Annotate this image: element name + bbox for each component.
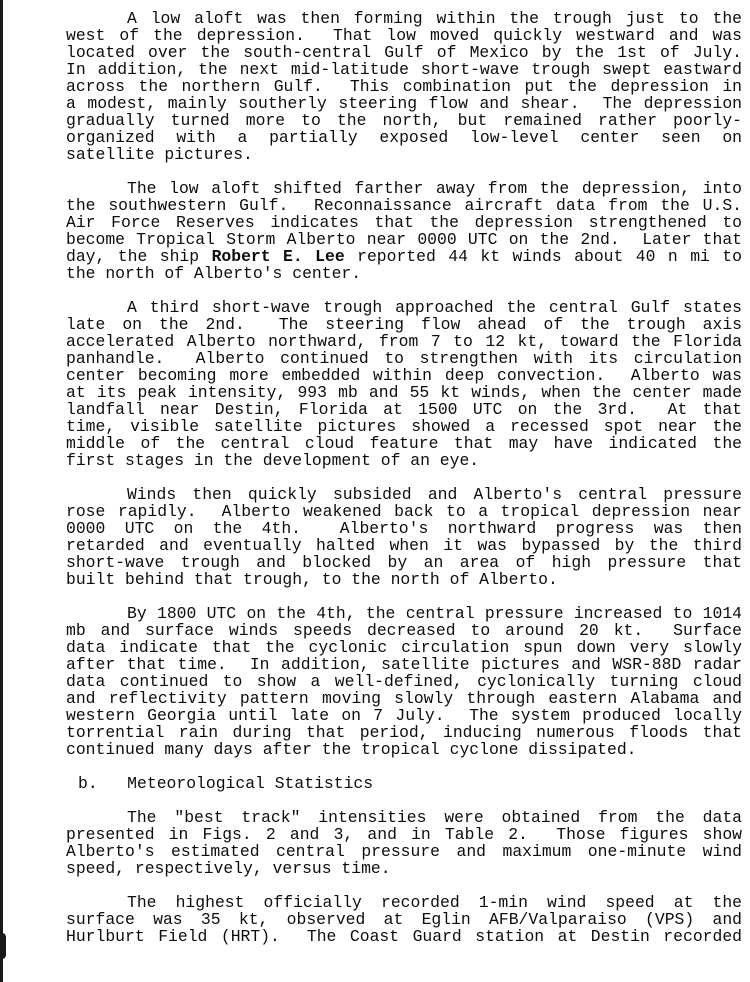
paragraph-dissipation <box>66 605 742 758</box>
text-line: a modest, mainly southerly steering flow and shear. The depression <box>66 94 742 113</box>
text-line: data indicate that the cyclonic circulation spun down very slowly <box>66 638 742 657</box>
text-line: Hurlburt Field (HRT). The Coast Guard station at Destin recorded <box>66 927 742 946</box>
text-line: speed, respectively, versus time. <box>66 859 391 878</box>
text-line: the southwestern Gulf. Reconnaissance aircraft data from the U.S. <box>66 196 742 215</box>
text-line: 0000 UTC on the 4th. Alberto's northward progress was then <box>66 519 742 538</box>
scan-edge-smudge <box>0 933 6 959</box>
text-line: Air Force Reserves indicates that the depression strengthened to <box>66 213 742 232</box>
text-line: the north of Alberto's center. <box>66 264 362 283</box>
text-line: By 1800 UTC on the 4th, the central pressure increased to 1014 <box>127 604 742 623</box>
text-line: located over the south-central Gulf of Mexico by the 1st of July. <box>66 43 742 62</box>
text-line: panhandle. Alberto continued to strengthen with its circulation <box>66 349 742 368</box>
text-line: and reflectivity pattern moving slowly through eastern Alabama and <box>66 689 742 708</box>
text-line: continued many days after the tropical cyclone dissipated. <box>66 740 637 759</box>
text-line: A third short-wave trough approached the central Gulf states <box>127 298 742 317</box>
paragraph-best-track <box>66 809 742 877</box>
text-line: day, the ship Robert E. Lee reported 44 kt winds about 40 n mi to <box>66 247 742 266</box>
text-line: The highest officially recorded 1-min wind speed at the <box>127 893 742 912</box>
text-line: become Tropical Storm Alberto near 0000 UTC on the 2nd. Later that <box>66 230 742 249</box>
paragraph-low-aloft <box>66 10 742 163</box>
text-line: data continued to show a well-defined, cyclonically turning cloud <box>66 672 742 691</box>
bold-ship-name: Robert E. Lee <box>211 247 345 266</box>
text-line: surface was 35 kt, observed at Eglin AFB/Valparaiso (VPS) and <box>66 910 742 929</box>
text-line: after that time. In addition, satellite pictures and WSR-88D radar <box>66 655 742 674</box>
text-line: time, visible satellite pictures showed a recessed spot near the <box>66 417 742 436</box>
text-line: retarded and eventually halted when it was bypassed by the third <box>66 536 742 555</box>
paragraph-tropical-storm <box>66 180 742 282</box>
paragraph-wind-records <box>66 894 742 945</box>
section-heading-meteorological-statistics <box>66 775 742 792</box>
text-line: built behind that trough, to the north of Alberto. <box>66 570 558 589</box>
text-line: Winds then quickly subsided and Alberto's central pressure <box>127 485 742 504</box>
text-line: rose rapidly. Alberto weakened back to a tropical depression near <box>66 502 742 521</box>
text-line: late on the 2nd. The steering flow ahead of the trough axis <box>66 315 742 334</box>
text-line: at its peak intensity, 993 mb and 55 kt winds, when the center made <box>66 383 742 402</box>
text-line: The low aloft shifted farther away from the depression, into <box>127 179 742 198</box>
text-line: satellite pictures. <box>66 145 253 164</box>
text-line: across the northern Gulf. This combination put the depression in <box>66 77 742 96</box>
document-body <box>66 10 742 962</box>
paragraph-peak-intensity <box>66 299 742 469</box>
scan-edge-line <box>0 0 3 982</box>
text-line: The "best track" intensities were obtained from the data <box>127 808 742 827</box>
text-line: western Georgia until late on 7 July. The system produced locally <box>66 706 742 725</box>
text-line: landfall near Destin, Florida at 1500 UTC on the 3rd. At that <box>66 400 742 419</box>
text-line: Alberto's estimated central pressure and maximum one-minute wind <box>66 842 742 861</box>
text-line: mb and surface winds speeds decreased to around 20 kt. Surface <box>66 621 742 640</box>
text-line: b. Meteorological Statistics <box>78 774 374 793</box>
text-line: center becoming more embedded within deep convection. Alberto was <box>66 366 742 385</box>
paragraph-weakening <box>66 486 742 588</box>
text-line: organized with a partially exposed low-level center seen on <box>66 128 742 147</box>
text-line: In addition, the next mid-latitude short-wave trough swept eastward <box>66 60 742 79</box>
text-line: first stages in the development of an eye. <box>66 451 480 470</box>
text-line: A low aloft was then forming within the trough just to the <box>127 9 742 28</box>
text-line: presented in Figs. 2 and 3, and in Table 2. Those figures show <box>66 825 742 844</box>
text-line: gradually turned more to the north, but remained rather poorly- <box>66 111 742 130</box>
text-line: short-wave trough and blocked by an area of high pressure that <box>66 553 742 572</box>
text-line: accelerated Alberto northward, from 7 to 12 kt, toward the Florida <box>66 332 742 351</box>
text-line: torrential rain during that period, inducing numerous floods that <box>66 723 742 742</box>
text-line: west of the depression. That low moved quickly westward and was <box>66 26 742 45</box>
text-line: middle of the central cloud feature that may have indicated the <box>66 434 742 453</box>
